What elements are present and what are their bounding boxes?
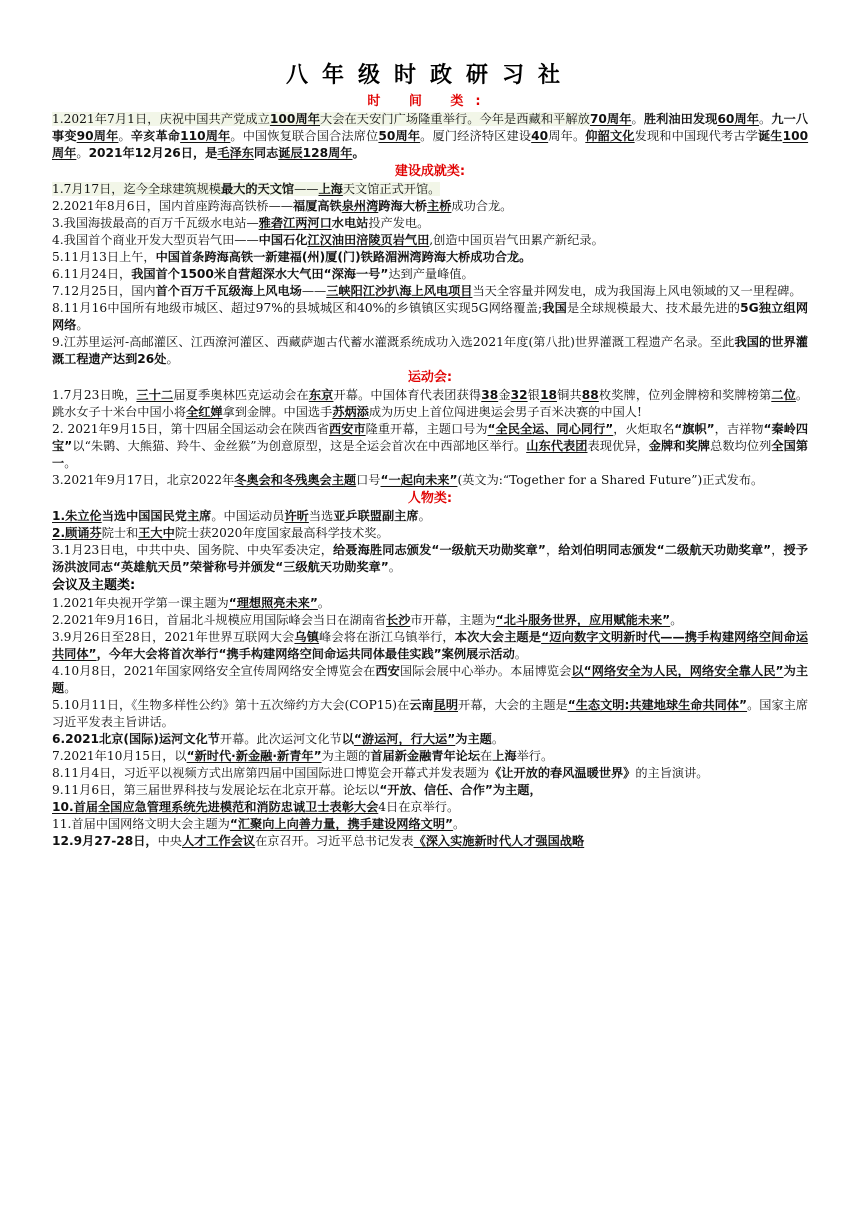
sports-item-1: 1.7月23日晚，三十二届夏季奥林匹克运动会在东京开幕。中国体育代表团获得38金32银18铜共88枚奖牌，位列金牌榜和奖牌榜第二位。跳水女子十米台中国小将全红婵拿到金牌。中国选手苏炳添成为历史上首位闯进奥运会男子百米决赛的中国人!: [52, 388, 809, 419]
people-item-2: 2.顾诵芬院士和王大中院士获2020年度国家最高科学技术奖。: [52, 526, 389, 540]
meetings-item-8: 8.11月4日，习近平以视频方式出席第四届中国国际进口博览会开幕式并发表题为《让开放的春风温暖世界》的主旨演讲。: [52, 766, 709, 780]
construction-item-8: 8.11月16中国所有地级市城区、超过97%的县城城区和40%的乡镇镇区实现5G网络覆盖;我国是全球规模最大、技术最先进的5G独立组网网络。: [52, 301, 809, 332]
people-item-1: 1.朱立伦当选中国国民党主席。中国运动员许昕当选亚乒联盟副主席。: [52, 509, 431, 523]
meetings-item-2: 2.2021年9月16日，首届北斗规模应用国际峰会当日在湖南省长沙市开幕，主题为“北斗服务世界，应用赋能未来”。: [52, 613, 683, 627]
construction-item-6: 6.11月24日，我国首个1500米自营超深水大气田“深海一号”达到产量峰值。: [52, 267, 474, 281]
sports-item-3: 3.2021年9月17日，北京2022年冬奥会和冬残奥会主题口号“一起向未来”(英文为:“Together for a Shared Future”)正式发布。: [52, 473, 764, 487]
page-title: 八年级时政研习社: [285, 63, 574, 88]
section-heading-meetings: 会议及主题类:: [52, 578, 136, 593]
construction-item-1: 1.7月17日，迄今全球建筑规模最大的天文馆——上海天文馆正式开馆。: [52, 182, 441, 196]
construction-item-2: 2.2021年8月6日，国内首座跨海高铁桥——福厦高铁泉州湾跨海大桥主桥成功合龙。: [52, 199, 513, 213]
meetings-item-9: 9.11月6日，第三届世界科技与发展论坛在北京开幕。论坛以“开放、信任、合作”为主题，: [52, 783, 542, 797]
time-item-1: 1.2021年7月1日，庆祝中国共产党成立100周年大会在天安门广场隆重举行。今年是西藏和平解放70周年。胜利油田发现60周年。九一八事变90周年。辛亥革命110周年。中国恢复联合国合法席位50周年。厦门经济特区建设40周年。仰韶文化发现和中国现代考古学诞生100周年。2021年12月26日，是毛泽东同志诞辰128周年。: [52, 112, 809, 160]
meetings-item-5: 5.10月11日，《生物多样性公约》第十五次缔约方大会(COP15)在云南昆明开幕，大会的主题是“生态文明:共建地球生命共同体”。国家主席习近平发表主旨讲话。: [52, 698, 809, 729]
meetings-item-3: 3.9月26日至28日，2021年世界互联网大会乌镇峰会将在浙江乌镇举行，本次大会主题是“迈向数字文明新时代——携手构建网络空间命运共同体”，今年大会将首次举行“携手构建网络空间命运共同体最佳实践”案例展示活动。: [52, 630, 809, 661]
section-heading-people: 人物类:: [407, 491, 453, 506]
section-heading-sports: 运动会:: [407, 370, 453, 385]
meetings-item-11: 11.首届中国网络文明大会主题为“汇聚向上向善力量，携手建设网络文明”。: [52, 817, 466, 831]
document-page: [52, 58, 808, 850]
people-item-3: 3.1月23日电，中共中央、国务院、中央军委决定，给聂海胜同志颁发“一级航天功勋奖章”，给刘伯明同志颁发“二级航天功勋奖章”，授予汤洪波同志“英雄航天员”荣誉称号并颁发“三级航天功勋奖章”。: [52, 543, 809, 574]
construction-item-7: 7.12月25日，国内首个百万千瓦级海上风电场——三峡阳江沙扒海上风电项目当天全容量并网发电，成为我国海上风电领域的又一里程碑。: [52, 284, 802, 298]
sports-item-2: 2. 2021年9月15日，第十四届全国运动会在陕西省西安市隆重开幕，主题口号为“全民全运、同心同行”，火炬取名“旗帜”，吉祥物“秦岭四宝”以“朱鹮、大熊猫、羚牛、金丝猴”为创意原型，这是全运会首次在中西部地区举行。山东代表团表现优异，金牌和奖牌总数均位列全国第一。: [52, 422, 809, 470]
construction-item-4: 4.我国首个商业开发大型页岩气田——中国石化江汉油田涪陵页岩气田,创造中国页岩气田累产新纪录。: [52, 233, 604, 247]
section-heading-construction: 建设成就类:: [394, 164, 466, 179]
construction-item-9: 9.江苏里运河-高邮灌区、江西潦河灌区、西藏萨迦古代蓄水灌溉系统成功入选2021年度(第八批)世界灌溉工程遗产名录。至此我国的世界灌溉工程遗产达到26处。: [52, 335, 808, 366]
meetings-item-7: 7.2021年10月15日，以“新时代·新金融·新青年”为主题的首届新金融青年论坛在上海举行。: [52, 749, 554, 763]
section-heading-time: 时 间 类:: [367, 94, 493, 109]
construction-item-3: 3.我国海拔最高的百万千瓦级水电站—雅砻江两河口水电站投产发电。: [52, 216, 430, 230]
meetings-item-1: 1.2021年央视开学第一课主题为“理想照亮未来”。: [52, 596, 331, 610]
meetings-item-6: 6.2021北京(国际)运河文化节开幕。此次运河文化节以“游运河，行大运”为主题。: [52, 732, 505, 746]
meetings-item-4: 4.10月8日，2021年国家网络安全宣传周网络安全博览会在西安国际会展中心举办。本届博览会以“网络安全为人民，网络安全靠人民”为主题。: [52, 664, 809, 695]
construction-item-5: 5.11月13日上午，中国首条跨海高铁一新建福(州)厦(门)铁路湄洲湾跨海大桥成功合龙。: [52, 250, 532, 264]
meetings-item-12: 12.9月27-28日，中央人才工作会议在京召开。习近平总书记发表《深入实施新时代人才强国战略: [52, 834, 585, 848]
meetings-item-10: 10.首届全国应急管理系统先进模范和消防忠诚卫士表彰大会4日在京举行。: [52, 800, 460, 814]
